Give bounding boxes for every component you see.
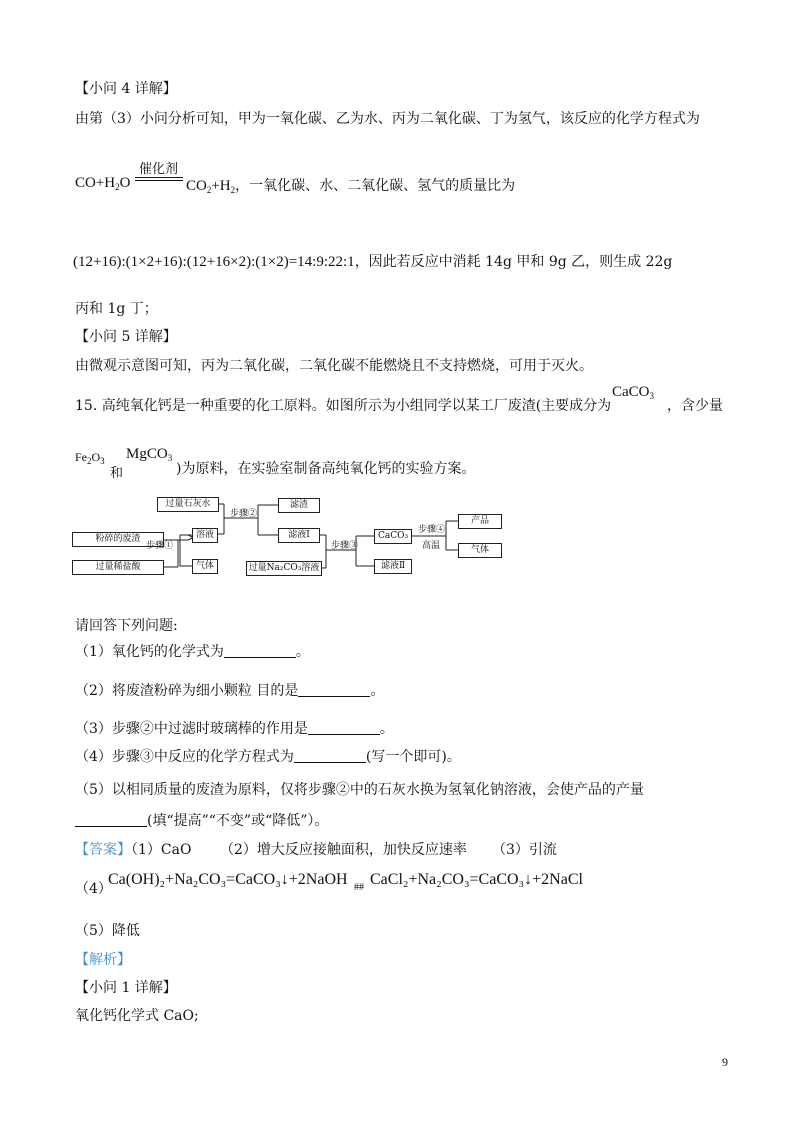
answer-blank-4[interactable] [294,750,366,763]
s5-heading: 【小问 5 详解】 [75,329,177,345]
step1-label: 步骤① [146,541,174,551]
box-limewater: 过量石灰水 [157,497,219,512]
caco3-formula: CaCO$_3$ [612,384,654,401]
step4-label: 步骤④ [418,525,446,535]
box-filtrate-1: 滤液Ⅰ [278,528,320,543]
fe2o3-formula: $Fe_2O_3$ [75,450,105,466]
question-5: （5）以相同质量的废渣为原料，仅将步骤②中的石灰水换为氢氧化钠溶液，会使产品的产量 [75,782,644,798]
question-2: （2）将废渣粉碎为细小颗粒 目的是 。 [75,683,385,699]
answer-blank-1[interactable] [224,645,296,658]
box-product: 产品 [458,514,502,529]
box-gas-1: 气体 [192,559,218,574]
q15-line1b: ，含少量 [667,398,723,414]
box-caco3: CaCO₃ [374,529,412,544]
answer-blank-3[interactable] [308,722,380,735]
page-number: 9 [722,1055,728,1069]
prompt: 请回答下列问题: [75,618,178,634]
answer-4-separator: ## [354,882,364,893]
step2-label: 步骤② [230,509,258,519]
box-crushed-waste: 粉碎的废渣 [72,532,164,547]
question-3: （3）步骤②中过滤时玻璃棒的作用是 。 [75,721,394,737]
answer-4-label: （4） [75,881,112,897]
box-na2co3-solution: 过量Na₂CO₃溶液 [246,561,322,576]
analysis-tag: 【解析】 [75,952,131,968]
answer-5: （5）降低 [75,923,140,939]
q15-line1: 15. 高纯氧化钙是一种重要的化工原料。如图所示为小组同学以某工厂废渣(主要成分为 [75,398,612,414]
s4-heading: 【小问 4 详解】 [75,81,177,97]
box-filtrate-2: 滤液Ⅱ [374,559,412,574]
s1-heading: 【小问 1 详解】 [75,980,177,996]
s5-text: 由微观示意图可知，丙为二氧化碳，二氧化碳不能燃烧且不支持燃烧，可用于灭火。 [75,358,593,374]
question-5-line2: (填“提高”“不变”或“降低”）。 [75,810,328,830]
answer-3: （3）引流 [492,842,557,858]
catalyst-label: 催化剂 [139,162,179,177]
answer-blank-5[interactable] [75,814,147,827]
box-solution: 溶液 [192,528,218,543]
high-temp-label: 高温 [422,541,441,551]
answer-4-equation-2: CaCl₂+Na₂CO₃=CaCO₃↓+2NaCl [370,871,583,888]
box-gas-2: 气体 [458,543,502,558]
s4-text3: 丙和 1g 丁； [75,301,158,317]
equation-1-right: $CO_2+H_2$，一氧化碳、水、二氧化碳、氢气的质量比为 [186,178,516,195]
answer-line: 【答案】（1）CaO [75,842,192,858]
step3-label: 步骤③ [331,541,359,551]
q15-line2b: )为原料，在实验室制备高纯氧化钙的实验方案。 [176,461,476,477]
question-1: （1）氧化钙的化学式为 。 [75,644,310,660]
s1-text: 氧化钙化学式 CaO; [75,1008,199,1024]
answer-4-equation-1: Ca(OH)₂+Na₂CO₃=CaCO₃↓+2NaOH [108,871,348,888]
question-4: （4）步骤③中反应的化学方程式为 (写一个即可)。 [75,749,461,765]
box-residue: 滤渣 [278,498,320,513]
mass-ratio: (12+16):(1×2+16):(12+16×2):(1×2)=14:9:22:1，因此若反应中消耗 14g 甲和 9g 乙，则生成 22g [73,254,673,270]
answer-blank-2[interactable] [298,684,370,697]
answer-tag: 【答案】 [75,842,131,858]
box-excess-hcl: 过量稀盐酸 [72,560,164,575]
equation-1: $CO+H_2O$ [75,175,131,192]
answer-2: （2）增大反应接触面积，加快反应速率 [220,842,467,858]
s4-text1: 由第（3）小问分析可知，甲为一氧化碳、乙为水、丙为二氧化碳、丁为氢气，该反应的化学方程式为 [75,111,700,127]
and-text: 和 [110,466,124,481]
mgco3-formula: MgCO$_3$ [126,446,173,463]
